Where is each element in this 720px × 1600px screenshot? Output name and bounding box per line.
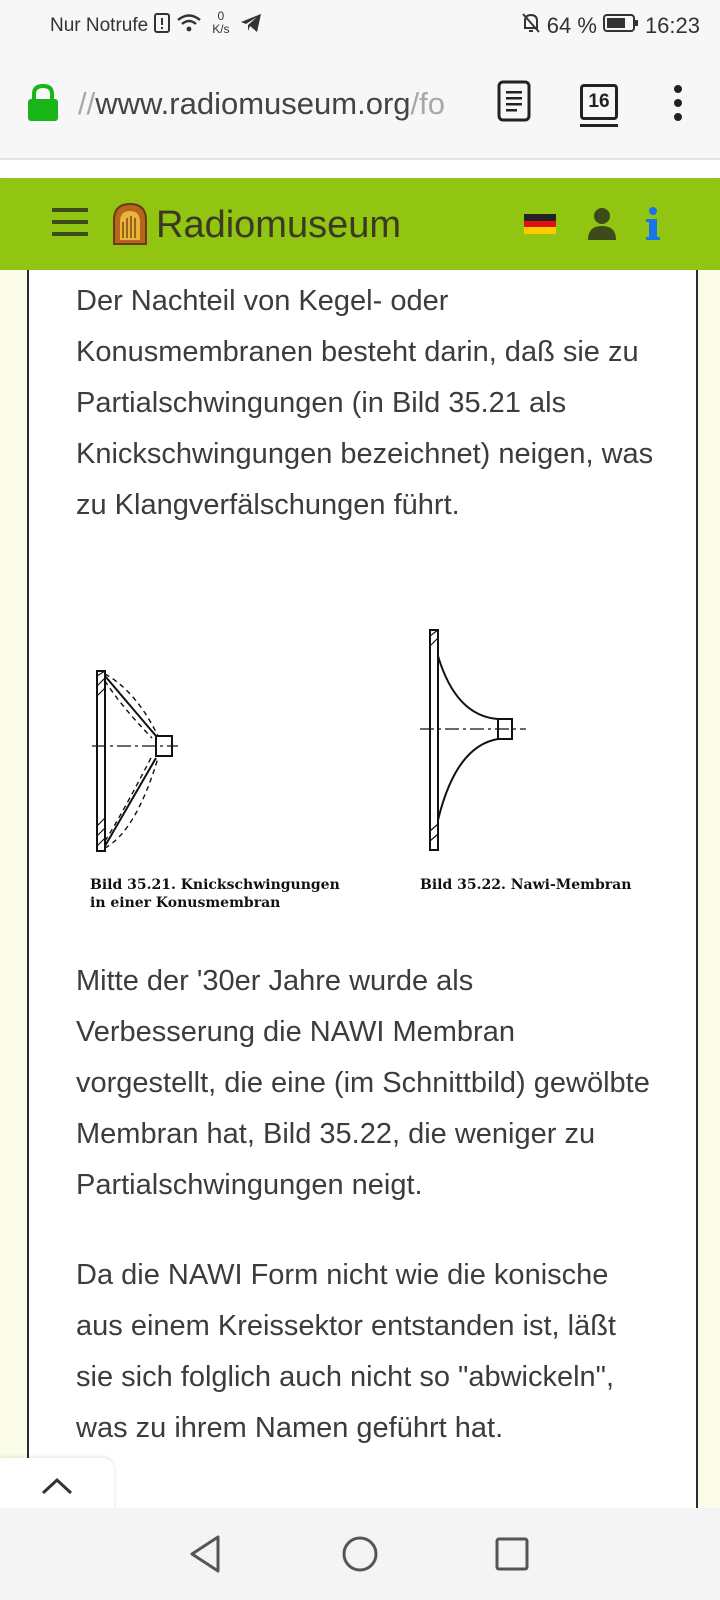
article-paragraph: Der Nachteil von Kegel- oder Konusmembranen besteht darin, daß sie zu Partialschwingungen (in Bild 35.21 als Knickschwingungen bezeichnet) neigen, was zu Klangverfälschungen führt. <box>76 285 654 521</box>
carrier-label: Nur Notrufe <box>50 15 149 36</box>
info-icon[interactable] <box>644 206 662 242</box>
battery-icon <box>603 13 639 39</box>
speed-unit: K/s <box>212 22 230 36</box>
hamburger-menu-icon[interactable] <box>52 206 88 238</box>
german-flag-icon[interactable] <box>524 214 556 234</box>
figure-caption-right: Bild 35.22. Nawi-Membran <box>420 877 632 893</box>
overflow-menu-icon[interactable] <box>672 84 684 124</box>
speed-value: 0 <box>217 9 225 23</box>
system-nav-bar <box>0 1508 720 1600</box>
telegram-icon <box>240 13 262 39</box>
cone-membrane-diagram <box>92 671 178 851</box>
wifi-icon <box>176 13 202 39</box>
url-scheme: // <box>78 86 96 121</box>
status-bar <box>0 0 720 50</box>
chevron-up-icon <box>40 1476 74 1496</box>
recent-apps-icon[interactable] <box>494 1536 530 1577</box>
tabs-underline <box>580 124 618 127</box>
user-icon[interactable] <box>586 206 618 242</box>
radio-logo-icon[interactable] <box>111 202 149 246</box>
url-host: www.radiomuseum.org <box>95 86 411 121</box>
article-paragraph: Mitte der '30er Jahre wurde als Verbesserung die NAWI Membran vorgestellt, die eine (im Schnittbild) gewölbte Membran hat, Bild 35.22, die weniger zu Partialschwingungen neigt. <box>76 965 650 1201</box>
site-title[interactable]: Radiomuseum <box>156 204 401 246</box>
clock: 16:23 <box>644 13 700 38</box>
network-speed <box>212 10 229 36</box>
home-nav-icon[interactable] <box>340 1534 380 1579</box>
article-paragraph: Da die NAWI Form nicht wie die konische aus einem Kreissektor entstanden ist, läßt sie sich folglich auch nicht so "abwickeln", was zu ihrem Namen geführt hat. <box>76 1259 616 1444</box>
tabs-button[interactable]: 16 <box>580 84 618 120</box>
mute-bell-icon <box>521 12 541 40</box>
scroll-to-top-button[interactable] <box>0 1458 114 1514</box>
address-bar[interactable] <box>78 82 473 126</box>
nawi-membrane-diagram <box>420 630 526 850</box>
reader-mode-icon[interactable] <box>497 80 533 124</box>
site-header <box>0 178 720 270</box>
sim-alert-icon <box>154 13 170 39</box>
lock-icon[interactable] <box>26 84 60 122</box>
battery-percent: 64 % <box>546 13 597 38</box>
figure-caption-left: Bild 35.21. Knickschwingungen in einer Konusmembran <box>90 877 340 911</box>
url-path: /fo <box>410 86 445 121</box>
back-nav-icon[interactable] <box>188 1534 222 1579</box>
browser-toolbar <box>0 50 720 160</box>
